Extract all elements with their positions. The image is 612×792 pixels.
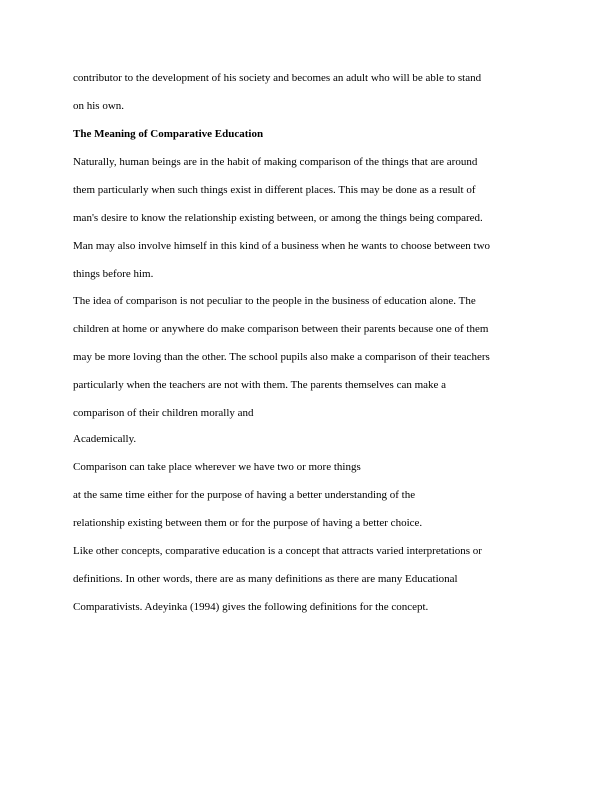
body-text-line: children at home or anywhere do make comparison between their parents because one of them [73, 323, 489, 335]
body-text-line: things before him. [73, 268, 154, 280]
body-text-line: definitions. In other words, there are as many definitions as there are many Educational [73, 573, 458, 585]
body-text-line: at the same time either for the purpose of having a better understanding of the [73, 489, 416, 501]
section-heading: The Meaning of Comparative Education [73, 128, 264, 140]
body-text-line: Academically. [73, 433, 137, 445]
body-text-line: them particularly when such things exist in different places. This may be done as a result of [73, 184, 476, 196]
body-text-line: Comparativists. Adeyinka (1994) gives the following definitions for the concept. [73, 601, 429, 613]
body-text-line: on his own. [73, 100, 125, 112]
body-text-line: Comparison can take place wherever we have two or more things [73, 461, 361, 473]
body-text-line: The idea of comparison is not peculiar to the people in the business of education alone. The [73, 295, 476, 307]
body-text-line: Man may also involve himself in this kind of a business when he wants to choose between two [73, 240, 491, 252]
body-text-line: may be more loving than the other. The school pupils also make a comparison of their teachers [73, 351, 490, 363]
body-text-line: Like other concepts, comparative education is a concept that attracts varied interpretations or [73, 545, 482, 557]
body-text-line: relationship existing between them or for the purpose of having a better choice. [73, 517, 423, 529]
body-text-line: Naturally, human beings are in the habit of making comparison of the things that are around [73, 156, 478, 168]
body-text-line: comparison of their children morally and [73, 407, 254, 419]
body-text-line: man's desire to know the relationship existing between, or among the things being compared. [73, 212, 483, 224]
body-text-line: particularly when the teachers are not with them. The parents themselves can make a [73, 379, 447, 391]
body-text-line: contributor to the development of his society and becomes an adult who will be able to stand [73, 72, 482, 84]
